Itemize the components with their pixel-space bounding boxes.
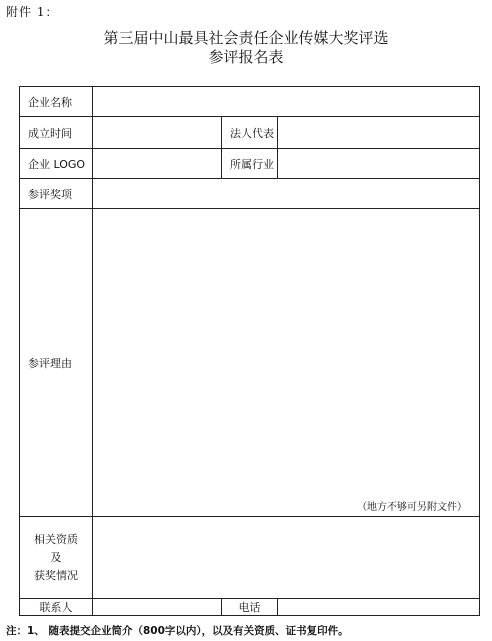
legal-rep-label: 法人代表 <box>222 117 278 149</box>
logo-field[interactable] <box>93 149 222 179</box>
founded-date-field[interactable] <box>93 117 222 149</box>
award-category-field[interactable] <box>93 179 480 209</box>
footer-note: 注：1、 随表提交企业简介（800字以内），以及有关资质、证书复印件。 <box>6 625 349 637</box>
qualifications-field[interactable] <box>93 517 480 599</box>
qualifications-label <box>20 517 93 599</box>
qualifications-label-line2: 及 <box>50 550 62 564</box>
qualifications-label-line3: 获奖情况 <box>34 568 78 582</box>
reason-note: （地方不够可另附文件） <box>357 502 468 513</box>
reason-label: 参评理由 <box>20 209 93 517</box>
logo-label: 企业 LOGO <box>20 149 93 179</box>
founded-date-label: 成立时间 <box>20 117 93 149</box>
company-name-field[interactable] <box>93 87 480 117</box>
industry-label: 所属行业 <box>222 149 278 179</box>
company-name-label: 企业名称 <box>20 87 93 117</box>
qualifications-label-line1: 相关资质 <box>34 532 78 546</box>
legal-rep-field[interactable] <box>278 117 480 149</box>
contact-field[interactable] <box>93 599 222 616</box>
phone-label: 电话 <box>222 599 278 616</box>
contact-label: 联系人 <box>20 599 93 616</box>
industry-field[interactable] <box>278 149 480 179</box>
reason-field[interactable] <box>93 209 480 517</box>
attachment-label: 附件 1： <box>6 5 59 19</box>
award-category-label: 参评奖项 <box>20 179 93 209</box>
phone-field[interactable] <box>278 599 480 616</box>
registration-form-table <box>19 86 480 616</box>
form-subtitle: 参评报名表 <box>208 48 284 66</box>
form-title: 第三届中山最具社会责任企业传媒大奖评选 <box>103 29 389 47</box>
